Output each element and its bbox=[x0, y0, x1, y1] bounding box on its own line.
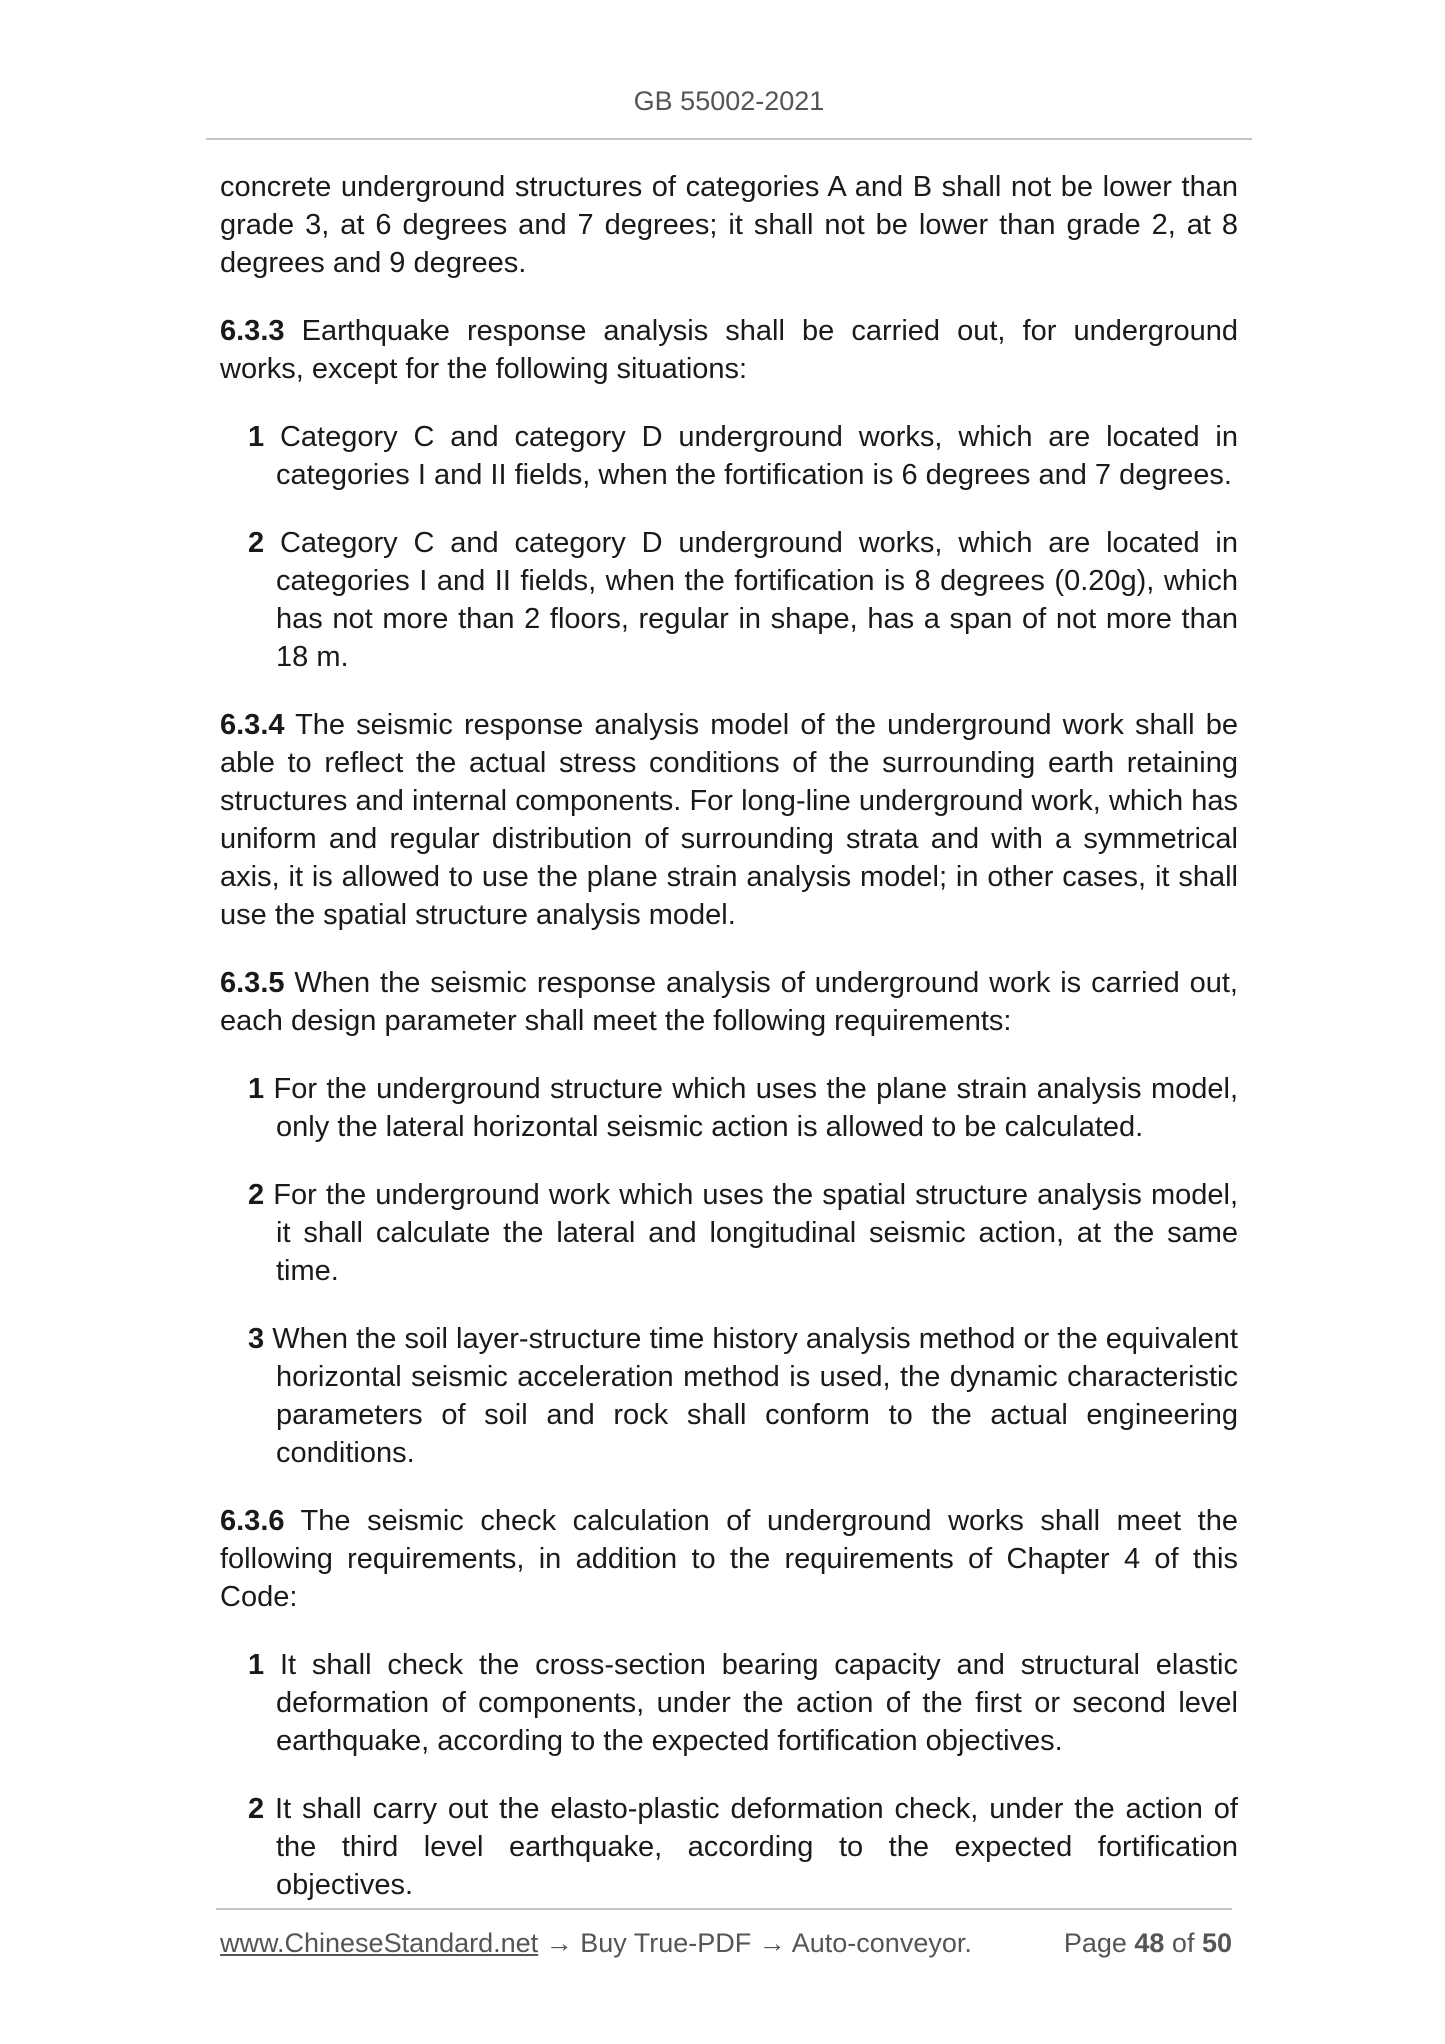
item-number: 2 bbox=[248, 1793, 265, 1825]
clause-text: The seismic response analysis model of the underground work shall be able to reflect the actual stress conditions of the surrounding earth retaining structures and internal components. For long-line underground work, which has uniform and regular distribution of surrounding strata and with a symmetrical axis, it is allowed to use the plane strain analysis model; in other cases, it shall use the spatial structure analysis model. bbox=[220, 709, 1238, 931]
document-code-header: GB 55002-2021 bbox=[633, 86, 825, 116]
page-total: 50 bbox=[1201, 1928, 1232, 1958]
header-divider bbox=[206, 138, 1252, 140]
clause-number: 6.3.5 bbox=[220, 967, 285, 999]
page-indicator bbox=[1064, 1928, 1232, 1959]
footer-divider bbox=[216, 1908, 1232, 1910]
clause-number: 6.3.4 bbox=[220, 709, 285, 741]
footer-trail: → Buy True-PDF → Auto-conveyor. bbox=[538, 1928, 972, 1958]
website-link[interactable]: www.ChineseStandard.net bbox=[220, 1928, 539, 1958]
list-item bbox=[248, 524, 1238, 676]
clause-6-3-3-list bbox=[220, 418, 1238, 676]
item-text: For the underground structure which uses the plane strain analysis model, only the lateral horizontal seismic action is allowed to be calculated. bbox=[264, 1073, 1238, 1143]
clause-number: 6.3.3 bbox=[220, 315, 285, 347]
list-item bbox=[248, 418, 1238, 494]
clause-6-3-6 bbox=[220, 1502, 1238, 1616]
page-body bbox=[220, 168, 1238, 1934]
item-number: 2 bbox=[248, 1179, 265, 1211]
item-number: 1 bbox=[248, 421, 265, 453]
item-number: 2 bbox=[248, 527, 265, 559]
clause-6-3-5-list bbox=[220, 1070, 1238, 1472]
of-label: of bbox=[1164, 1928, 1202, 1958]
list-item bbox=[248, 1646, 1238, 1760]
list-item bbox=[248, 1176, 1238, 1290]
page-footer bbox=[220, 1928, 1232, 1959]
continued-paragraph: concrete underground structures of categories A and B shall not be lower than grade 3, at 6 degrees and 7 degrees; it shall not be lower than grade 2, at 8 degrees and 9 degrees. bbox=[220, 171, 1238, 279]
clause-text: When the seismic response analysis of underground work is carried out, each design parameter shall meet the following requirements: bbox=[220, 967, 1238, 1037]
page-label: Page bbox=[1063, 1928, 1135, 1958]
item-text: It shall carry out the elasto-plastic deformation check, under the action of the third level earthquake, according to the expected fortification objectives. bbox=[264, 1793, 1238, 1901]
clause-6-3-6-list bbox=[220, 1646, 1238, 1904]
list-item bbox=[248, 1790, 1238, 1904]
page-number: 48 bbox=[1134, 1928, 1165, 1958]
clause-number: 6.3.6 bbox=[220, 1505, 285, 1537]
list-item bbox=[248, 1320, 1238, 1472]
clause-text: The seismic check calculation of underground works shall meet the following requirements, in addition to the requirements of Chapter 4 of this Code: bbox=[220, 1505, 1238, 1613]
list-item bbox=[248, 1070, 1238, 1146]
clause-6-3-3 bbox=[220, 312, 1238, 388]
item-text: It shall check the cross-section bearing capacity and structural elastic deformation of components, under the action of the first or second level earthquake, according to the expected fortification objectives. bbox=[264, 1649, 1238, 1757]
item-text: When the soil layer-structure time history analysis method or the equivalent horizontal seismic acceleration method is used, the dynamic characteristic parameters of soil and rock shall conform to the actual engineering conditions. bbox=[264, 1323, 1238, 1469]
item-text: For the underground work which uses the spatial structure analysis model, it shall calculate the lateral and longitudinal seismic action, at the same time. bbox=[264, 1179, 1238, 1287]
clause-6-3-4 bbox=[220, 706, 1238, 934]
item-text: Category C and category D underground works, which are located in categories I and II fields, when the fortification is 8 degrees (0.20g), which has not more than 2 floors, regular in shape, has a span of not more than 18 m. bbox=[264, 527, 1238, 673]
item-number: 1 bbox=[248, 1073, 265, 1105]
item-text: Category C and category D underground works, which are located in categories I and II fields, when the fortification is 6 degrees and 7 degrees. bbox=[264, 421, 1238, 491]
item-number: 1 bbox=[248, 1649, 265, 1681]
item-number: 3 bbox=[248, 1323, 265, 1355]
clause-text: Earthquake response analysis shall be carried out, for underground works, except for the following situations: bbox=[220, 315, 1238, 385]
clause-6-3-5 bbox=[220, 964, 1238, 1040]
